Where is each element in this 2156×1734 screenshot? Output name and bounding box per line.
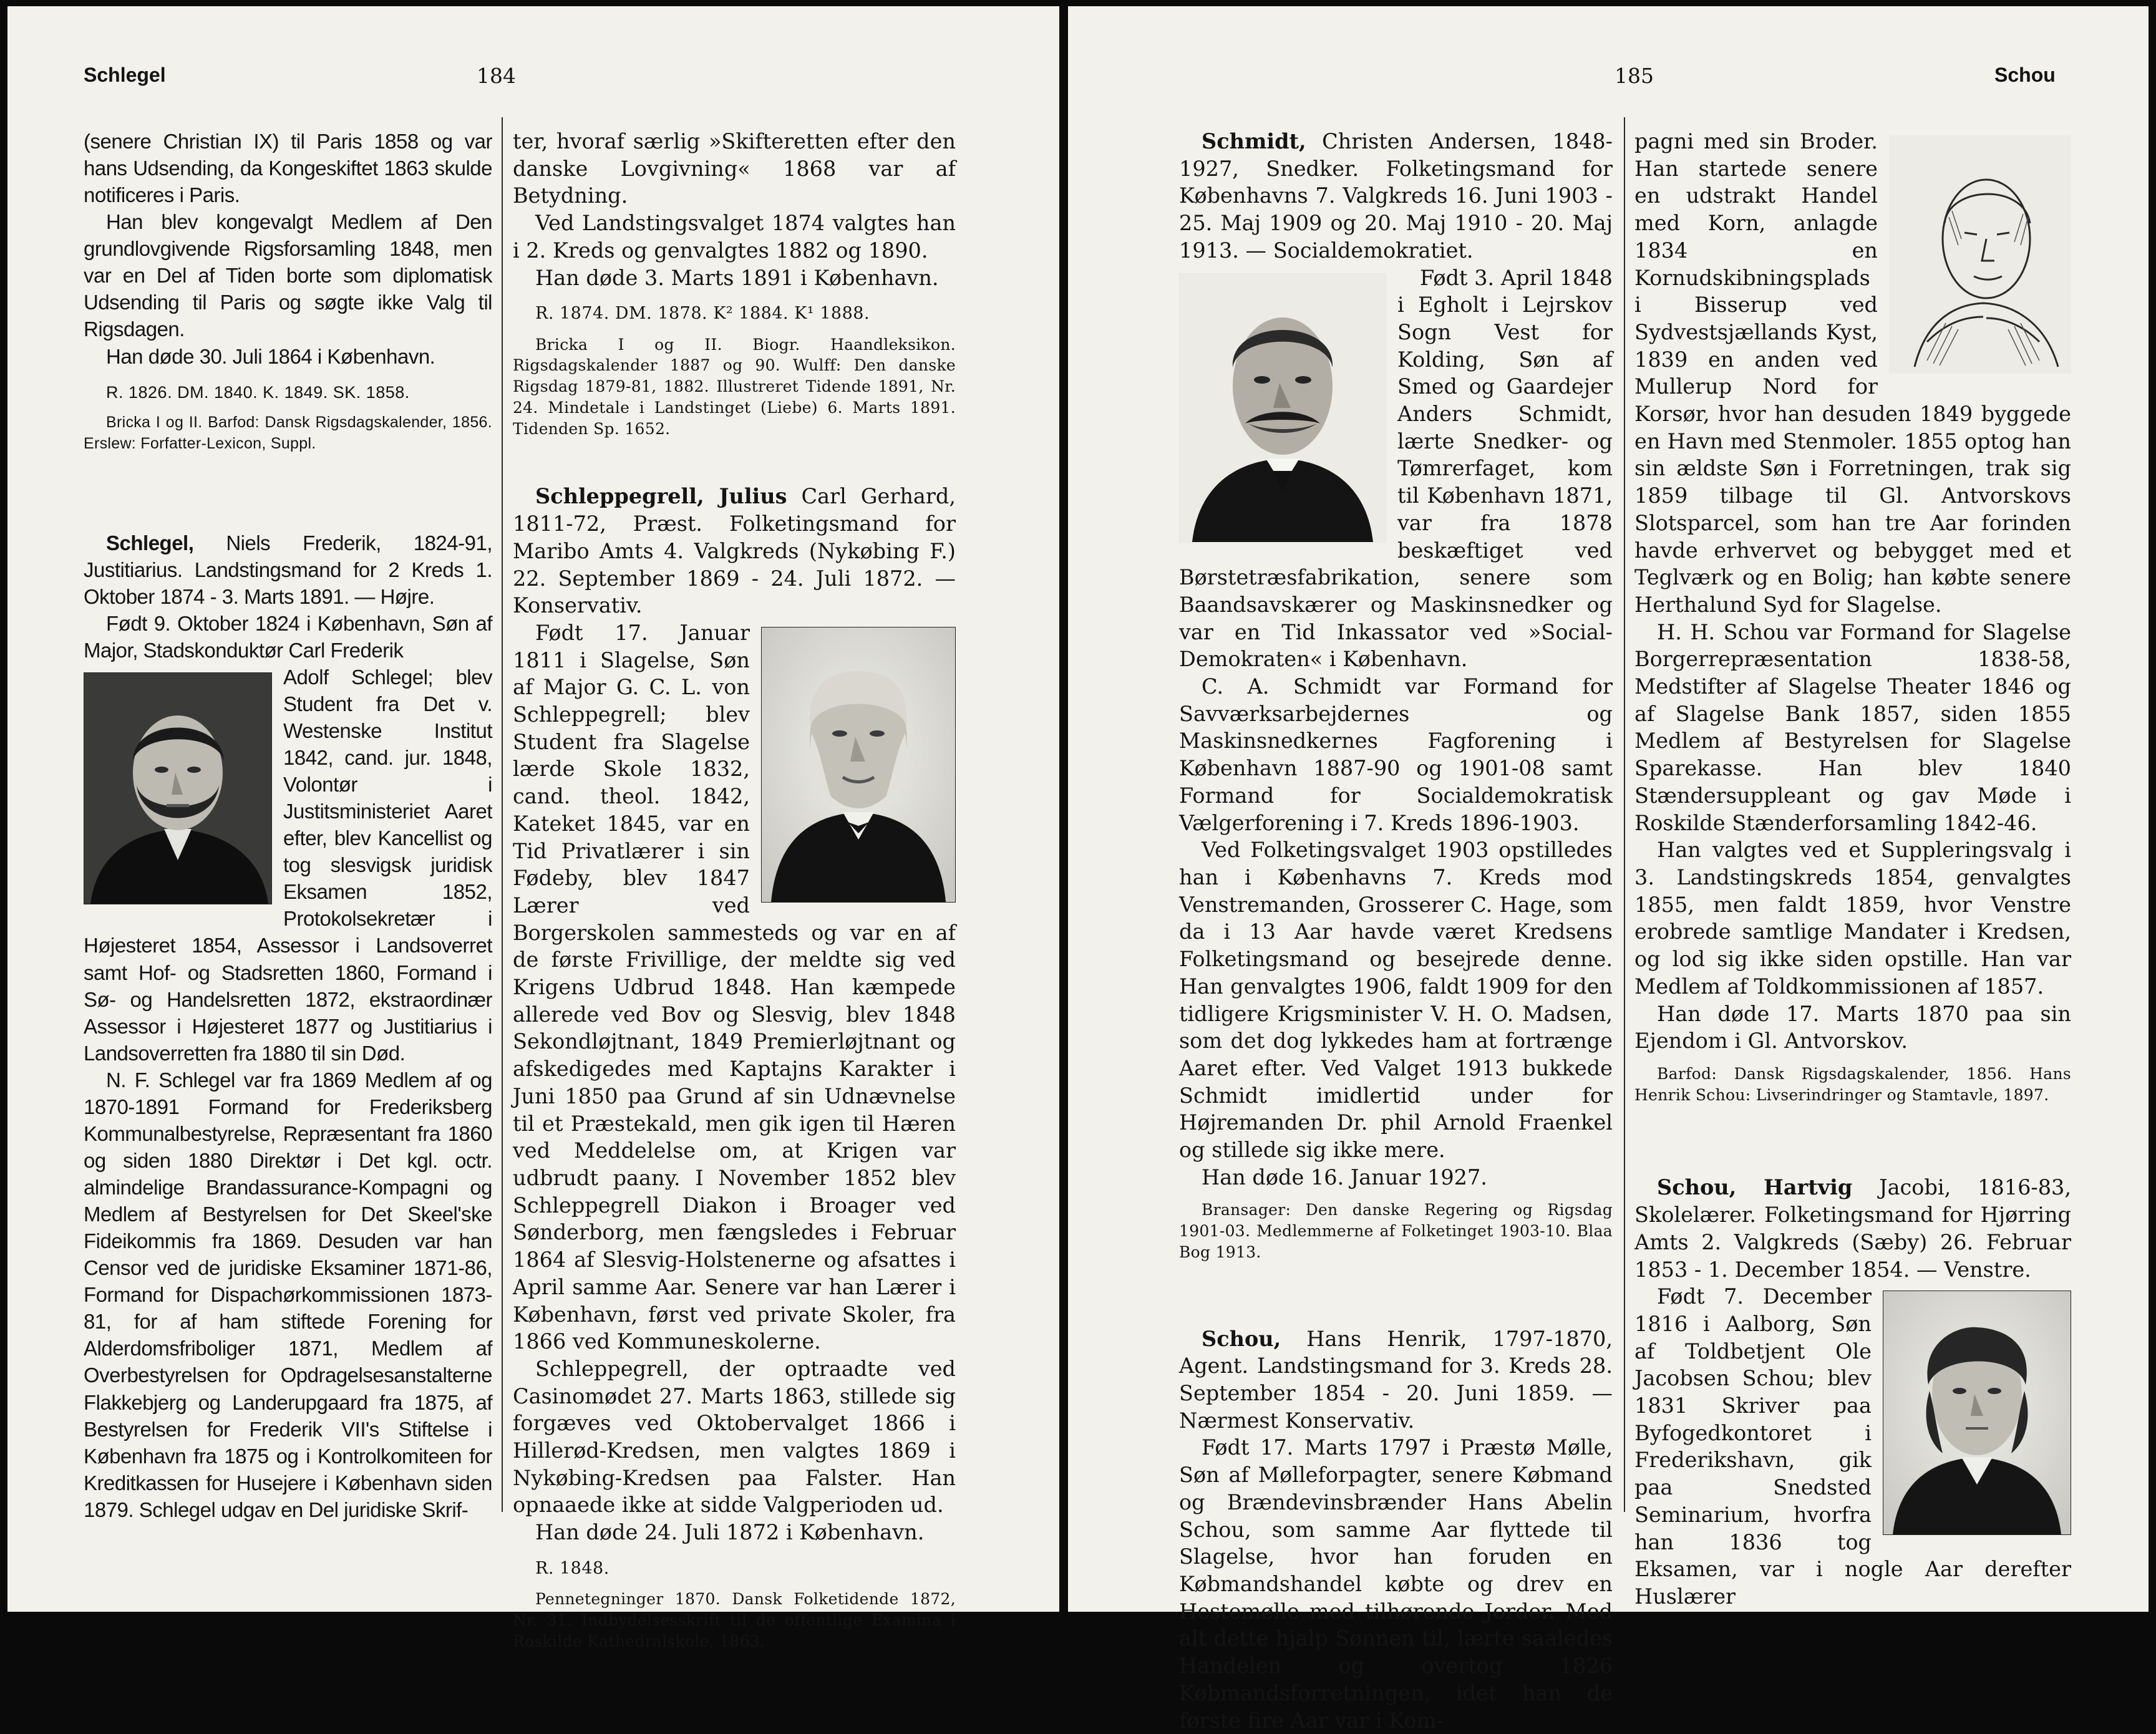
paragraph: Født 9. Oktober 1824 i København, Søn af Major, Stadskonduktør Carl Frederik	[84, 611, 492, 662]
paragraph: pagni med sin Broder. Han startede senere en udstrakt Handel med Korn, anlagde 1834 en Kornudskibningsplads i Bisserup ved Sydvestsjællands Kyst, 1839 en anden ved Mullerup Nord for Korsør, hvor han desuden 1849 byggede en Havn med Stenmoler. 1855 optog han sin ældste Søn i Forretningen, trak sig 1859 tilbage til Gl. Antvorskovs Slotsparcel, som han tre Aar forinden havde erhvervet og bebygget med et Teglværk og en Bolig; han købte senere Herthalund Syd for Slagelse.	[1634, 129, 2071, 617]
entry-schlegel-niels-continued	[513, 128, 956, 439]
entry-name: Schleppegrell,	[535, 484, 704, 509]
entry-heading: Hans Henrik, 1797-1870, Agent. Landstingsmand for 3. Kreds 28. September 1854 - 20. Juni 1859. — Nærmest Konservativ.	[1179, 1326, 1613, 1433]
paragraph: C. A. Schmidt var Formand for Savværksarbejdernes og Maskinsnedkernes Fagforening i København 1887-90 og 1901-08 samt Formand for Socialdemokratisk Vælgerforening i 7. Kreds 1896-1903.	[1179, 674, 1613, 835]
paragraph: N. F. Schlegel var fra 1869 Medlem af og 1870-1891 Formand for Frederiksberg Kommunalbestyrelse, Repræsentant fra 1860 og siden 1880 Direktør i Det kgl. octr. almindelige Brandassurance-Kompagni og Medlem af Bestyrelsen for Det Skeel'ske Fideikommis fra 1869. Desuden var han Censor ved de juridiske Eksaminer 1871-86, Formand for Dispachørkommissionen 1873-81, for af ham stiftede Forening for Alderdomsfriboliger 1871, Medlem af Overbestyrelsen for Opdragelsesanstalterne Flakkebjerg og Landerupgaard fra 1875, af Bestyrelsen for Frederik VII's Stiftelse i København fra 1875 og i Kontrolkomiteen for Kreditkassen for Husejere i København siden 1879. Schlegel udgav en Del juridiske Skrif-	[84, 1068, 492, 1521]
sources: Barfod: Dansk Rigsdagskalender, 1856. Hans Henrik Schou: Livserindringer og Stamtavle, 1897.	[1634, 1064, 2071, 1104]
paragraph: Født 17. Marts 1797 i Præstø Mølle, Søn af Mølleforpagter, senere Købmand og Brændevinsbrænder Hans Abelin Schou, som samme Aar flyttede til Slagelse, hvor han foruden en Købmandshandel købte og drev en Hestemølle med tilhørende Jorder. Med alt dette hjalp Sønnen til, lærte saaledes Handelen og overtog 1826 Købmandsforretningen, idet han de første fire Aar var i Kom-	[1179, 1435, 1613, 1733]
portrait-schleppegrell	[761, 627, 956, 903]
running-head: Schou	[1994, 64, 2056, 86]
entry-heading: Jacobi, 1816-83, Skolelærer. Folketingsmand for Hjørring Amts 2. Valgkreds (Sæby) 26. Februar 1853 - 1. December 1854. — Venstre.	[1634, 1175, 2071, 1282]
entry-name: Julius	[704, 484, 787, 509]
entry-name: Schlegel,	[106, 531, 194, 555]
entry-name: Schou,	[1202, 1326, 1281, 1351]
sources: Pennetegninger 1870. Dansk Folketidende 1872, Nr. 31. Indbydelsesskrift til de offentlige Examina i Roskilde Kathedralskole, 1863.	[513, 1590, 956, 1650]
page-number: 185	[1615, 64, 1654, 88]
entry-schmidt	[1179, 128, 1613, 1263]
right-column-2	[1634, 128, 2071, 1610]
paragraph: Født 3. April 1848 i Egholt i Lejrskov Sogn Vest for Kolding, Søn af Smed og Gaardejer Anders Schmidt, lærte Snedker- og Tømrerfaget, kom til København 1871, var fra 1878 beskæftiget ved Børstetræsfabrikation, senere som Baandsavskærer og Maskinsnedker og var en Tid Inkassator ved »Social-Demokraten« i København.	[1179, 265, 1613, 672]
paragraph: Schleppegrell, der optraadte ved Casinomødet 27. Marts 1863, stillede sig forgæves ved Oktobervalget 1866 i Hillerød-Kredsen, men valgtes 1869 i Nykøbing-Kredsen paa Falster. Han opnaaede ikke at sidde Valgperioden ud.	[513, 1356, 956, 1518]
paragraph: H. H. Schou var Formand for Slagelse Borgerrepræsentation 1838-58, Medstifter af Slagelse Theater 1846 og af Slagelse Bank 1857, siden 1855 Medlem af Bestyrelsen for Slagelse Sparekasse. Han blev 1840 Stændersuppleant og gav Møde i Roskilde Stænderforsamling 1842-46.	[1634, 619, 2071, 835]
portrait-schou-hans-henrik	[1889, 135, 2071, 374]
portrait-schou-hartvig	[1883, 1291, 2071, 1535]
entry-schou-hartvig	[1634, 1174, 2071, 1610]
honors: R. 1826. DM. 1840. K. 1849. SK. 1858.	[106, 382, 410, 402]
entry-schou-hans-henrik-continued	[1634, 128, 2071, 1105]
honors: R. 1874. DM. 1878. K² 1884. K¹ 1888.	[535, 304, 870, 324]
entry-schleppegrell	[513, 483, 956, 1652]
paragraph: Ved Landstingsvalget 1874 valgtes han i 2. Kreds og genvalgtes 1882 og 1890.	[513, 211, 956, 263]
paragraph: Født 7. December 1816 i Aalborg, Søn af Toldbetjent Ole Jacobsen Schou; blev 1831 Skriver paa Byfogedkontoret i Frederikshavn, gik paa Snedsted Seminarium, hvorfra han 1836 tog Eksamen, var i nogle Aar derefter Huslærer	[1634, 1284, 2071, 1609]
paragraph: Han døde 17. Marts 1870 paa sin Ejendom i Gl. Antvorskov.	[1634, 1001, 2071, 1053]
column-rule	[502, 117, 503, 1512]
paragraph: Adolf Schlegel; blev Student fra Det v. Westenske Institut 1842, cand. jur. 1848, Volontør i Justitsministeriet Aaret efter, blev Kancellist og tog slesvigsk juridisk Eksamen 1852, Protokolsekretær i Højesteret 1854, Assessor i Landsoverret samt Hof- og Stadsretten 1860, Formand i Sø- og Handelsretten 1872, ekstraordinær Assessor i Højesteret 1877 og Justitiarius i Landsoverretten fra 1880 til sin Død.	[84, 665, 492, 1065]
paragraph: ter, hvoraf særlig »Skifteretten efter den danske Lovgivning« 1868 var af Betydning.	[513, 129, 956, 208]
sources: Bricka I og II. Barfod: Dansk Rigsdagskalender, 1856. Erslew: Forfatter-Lexicon, Suppl.	[84, 414, 492, 452]
entry-schou-hans-henrik	[1179, 1325, 1613, 1734]
paragraph: Han døde 16. Januar 1927.	[1202, 1165, 1487, 1189]
paragraph: Ved Folketingsvalget 1903 opstilledes han i Københavns 7. Kreds mod Venstremanden, Grosserer C. Hage, som da i 13 Aar havde været Kredsens Folketingsmand og besejrede denne. Han genvalgtes 1906, faldt 1909 for den tidligere Krigsminister V. H. O. Madsen, som det dog lykkedes ham at fortrænge Aaret efter. Ved Valget 1913 bukkede Schmidt imidlertid under for Højremanden Dr. phil Arnold Fraenkel og stillede sig ikke mere.	[1179, 838, 1613, 1163]
paragraph: Han døde 24. Juli 1872 i København.	[535, 1520, 925, 1545]
paragraph: Han døde 3. Marts 1891 i København.	[535, 265, 939, 290]
paragraph: Han valgtes ved et Suppleringsvalg i 3. Landstingskreds 1854, genvalgtes 1855, men faldt 1859, hvor Venstre erobrede samtlige Mandater i Kredsen, og lod sig ikke siden opstille. Han var Medlem af Toldkommissionen af 1857.	[1634, 838, 2071, 999]
entry-heading: Christen Andersen, 1848-1927, Snedker. Folketingsmand for Københavns 7. Valgkreds 16. Juni 1903 - 25. Maj 1909 og 20. Maj 1910 - 20. Maj 1913. — Socialdemokratiet.	[1179, 129, 1613, 263]
column-rule	[1624, 117, 1625, 1512]
honors: R. 1848.	[535, 1558, 609, 1578]
sources: Bransager: Den danske Regering og Rigsdag 1901-03. Medlemmerne af Folketinget 1903-10. Blaa Bog 1913.	[1179, 1201, 1613, 1261]
paragraph: Født 17. Januar 1811 i Slagelse, Søn af Major G. C. L. von Schleppegrell; blev Student fra Slagelse lærde Skole 1832, cand. theol. 1842, Kateket 1845, var en Tid Privatlærer i sin Fødeby, blev 1847 Lærer ved Borgerskolen sammesteds og var en af de første Frivillige, der meldte sig ved Krigens Udbrud 1848. Han kæmpede allerede ved Bov og Slesvig, blev 1848 Sekondløjtnant, 1849 Premierløjtnant og afskedigedes med Kaptajns Karakter i Juni 1850 paa Grund af sin Udnævnelse til et Præstekald, men gik igen til Hæren ved Meddelelse om, at Krigen var udbrudt paany. I November 1852 blev Schleppegrell Diakon i Broager ved Sønderborg, men fængsledes i Februar 1864 af Slesvig-Holstenerne og afsattes i April samme Aar. Senere var han Lærer i København, først ved private Skoler, fra 1866 ved Kommuneskolerne.	[513, 620, 956, 1354]
page-number: 184	[477, 64, 516, 88]
sources: Bricka I og II. Biogr. Haandleksikon. Rigsdagskalender 1887 og 90. Wulff: Den danske Rigsdag 1879-81, 1882. Illustreret Tidende 1891, Nr. 24. Mindetale i Landstinget (Liebe) 6. Marts 1891. Tidenden Sp. 1652.	[513, 335, 956, 438]
portrait-schmidt	[1179, 273, 1386, 543]
left-page	[7, 6, 1059, 1650]
entry-name: Schou, Hartvig	[1657, 1175, 1853, 1200]
right-column-1	[1179, 128, 1613, 1734]
entry-schlegel-continued	[84, 128, 492, 455]
portrait-schlegel	[84, 672, 272, 904]
paragraph: Han blev kongevalgt Medlem af Den grundlovgivende Rigsforsamling 1848, men var en Del af Tiden borte som diplomatisk Udsending til Paris og søgte ikke Valg til Rigsdagen.	[84, 210, 492, 341]
entry-schlegel-niels	[84, 530, 492, 1523]
paragraph: Han døde 30. Juli 1864 i København.	[106, 344, 435, 368]
entry-heading: Carl Gerhard, 1811-72, Præst. Folketingsmand for Maribo Amts 4. Valgkreds (Nykøbing F.) 22. September 1869 - 24. Juli 1872. — Konservativ.	[513, 484, 956, 618]
entry-name: Schmidt,	[1202, 129, 1306, 153]
running-head: Schlegel	[84, 64, 166, 86]
paragraph: (senere Christian IX) til Paris 1858 og var hans Udsending, da Kongeskiftet 1863 skulde notificeres i Paris.	[84, 130, 492, 207]
left-column-2	[513, 128, 956, 1659]
left-column-1	[84, 128, 492, 1523]
right-page	[1068, 6, 2149, 1733]
entry-heading: Niels Frederik, 1824-91, Justitiarius. Landstingsmand for 2 Kreds 1. Oktober 1874 - 3. Marts 1891. — Højre.	[84, 531, 492, 608]
